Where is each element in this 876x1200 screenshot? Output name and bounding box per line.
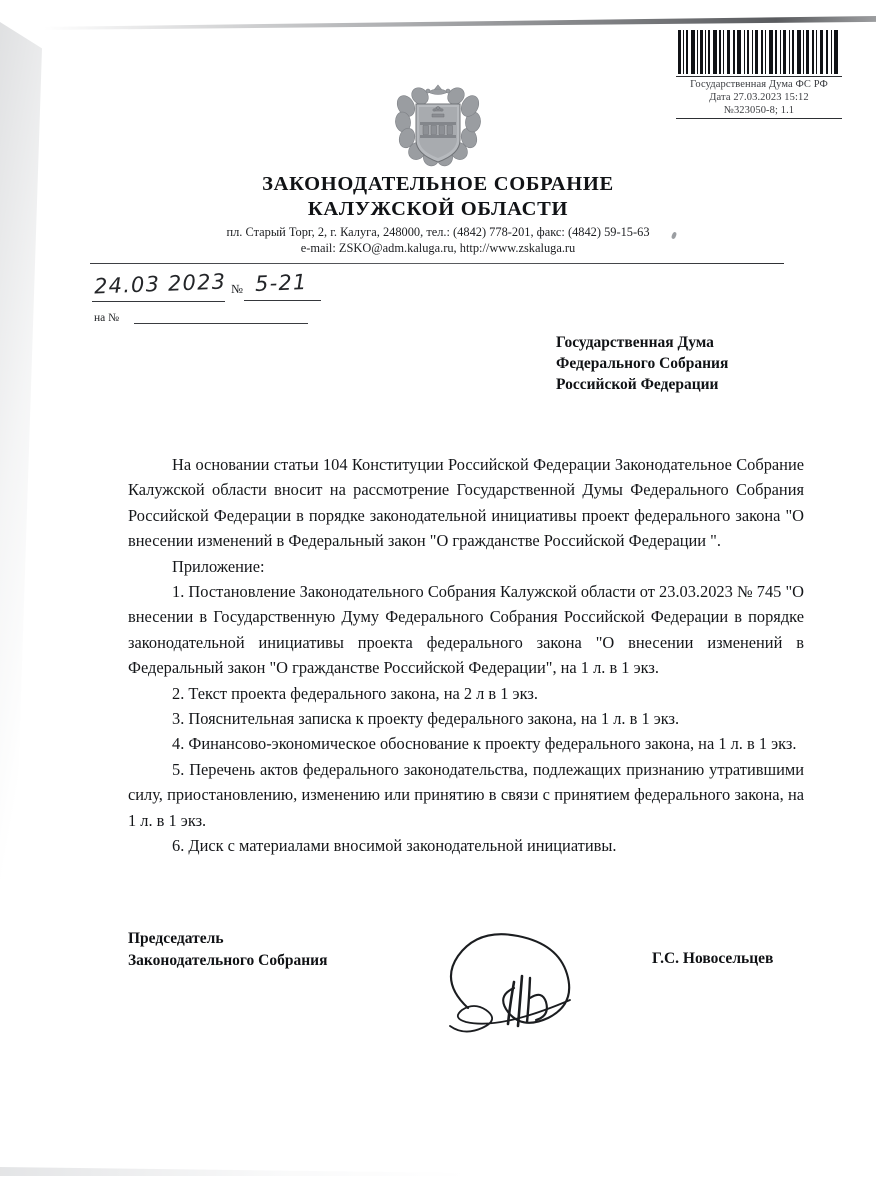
- scan-edge-bottom-line: [0, 1166, 470, 1176]
- stamp-date: Дата 27.03.2023 15:12: [709, 92, 809, 103]
- signatory-name: Г.С. Новосельцев: [652, 950, 774, 967]
- addressee-line3: Российской Федерации: [556, 376, 719, 393]
- outgoing-date-handwritten: 24.03 2023: [93, 269, 227, 299]
- number-sign-label: №: [231, 282, 243, 296]
- addressee-line2: Федерального Собрания: [556, 355, 729, 372]
- body-main-paragraph: На основании статьи 104 Конституции Российской Федерации Законодательное Собрание Калужской области вносит на рассмотрение Государственной Думы Федерального Собрания Российской Федерации в порядке законодательной инициативы проект федерального закона "О внесении изменений в Федеральный закон "О гражданстве Российской Федерации ".: [128, 455, 804, 551]
- emblem-container: [0, 84, 876, 175]
- addressee-block: [556, 332, 856, 395]
- date-underline: [92, 301, 225, 302]
- contacts-address-line: пл. Старый Торг, 2, г. Калуга, 248000, тел.: (4842) 778-201, факс: (4842) 59-15-63: [226, 225, 650, 239]
- scan-edge-top-line: [44, 16, 876, 30]
- attachment-item: 2. Текст проекта федерального закона, на 2 л в 1 экз.: [172, 683, 538, 703]
- signatory-role: [128, 928, 328, 972]
- attachment-item: 4. Финансово-экономическое обоснование к проекту федерального закона, на 1 л. в 1 экз.: [172, 734, 797, 754]
- reference-row-reply: [92, 310, 342, 330]
- handwritten-signature-icon: [430, 930, 630, 1040]
- stamp-authority: Государственная Дума ФС РФ: [690, 79, 828, 90]
- number-underline: [244, 300, 321, 301]
- outgoing-number-handwritten: 5-21: [254, 270, 308, 296]
- reply-to-underline: [134, 323, 308, 324]
- reply-to-label: на №: [94, 312, 120, 324]
- organisation-title-line1: ЗАКОНОДАТЕЛЬНОЕ СОБРАНИЕ: [262, 173, 614, 195]
- organisation-title-line2: КАЛУЖСКОЙ ОБЛАСТИ: [307, 198, 569, 220]
- attachment-item: 5. Перечень актов федерального законодательства, подлежащих признанию утратившими силу, приостановлению, изменению или принятию в связи с принятием федерального закона, на 1 л. в 1 экз.: [128, 759, 804, 830]
- organisation-contacts: [0, 224, 876, 256]
- attachment-item: 1. Постановление Законодательного Собрания Калужской области от 23.03.2023 № 745 "О внесении в Государственную Думу Федерального Собрания Российской Федерации в порядке законодательной инициативы проекта федерального закона "О внесении изменений в Федеральный закон "О гражданстве Российской Федерации", на 1 л. в 1 экз.: [128, 582, 804, 678]
- attachment-item: 6. Диск с материалами вносимой законодательной инициативы.: [172, 836, 617, 856]
- attachment-item: 3. Пояснительная записка к проекту федерального закона, на 1 л. в 1 экз.: [172, 709, 680, 729]
- organisation-title: [0, 172, 876, 222]
- reference-block: [92, 269, 342, 324]
- stamp-number: №323050-8; 1.1: [723, 105, 795, 116]
- signatory-role-line1: Председатель: [128, 930, 224, 947]
- kaluga-oblast-coat-of-arms-icon: [390, 84, 486, 170]
- signatory-role-line2: Законодательного Собрания: [128, 952, 328, 969]
- letterhead-divider: [90, 263, 784, 264]
- contacts-email-line: e-mail: ZSKO@adm.kaluga.ru, http://www.zskaluga.ru: [300, 241, 576, 255]
- barcode-icon: [676, 30, 842, 74]
- letter-body: [128, 452, 804, 859]
- attachments-label: Приложение:: [172, 556, 265, 576]
- reference-row-outgoing: [92, 269, 342, 306]
- addressee-line1: Государственная Дума: [556, 334, 714, 351]
